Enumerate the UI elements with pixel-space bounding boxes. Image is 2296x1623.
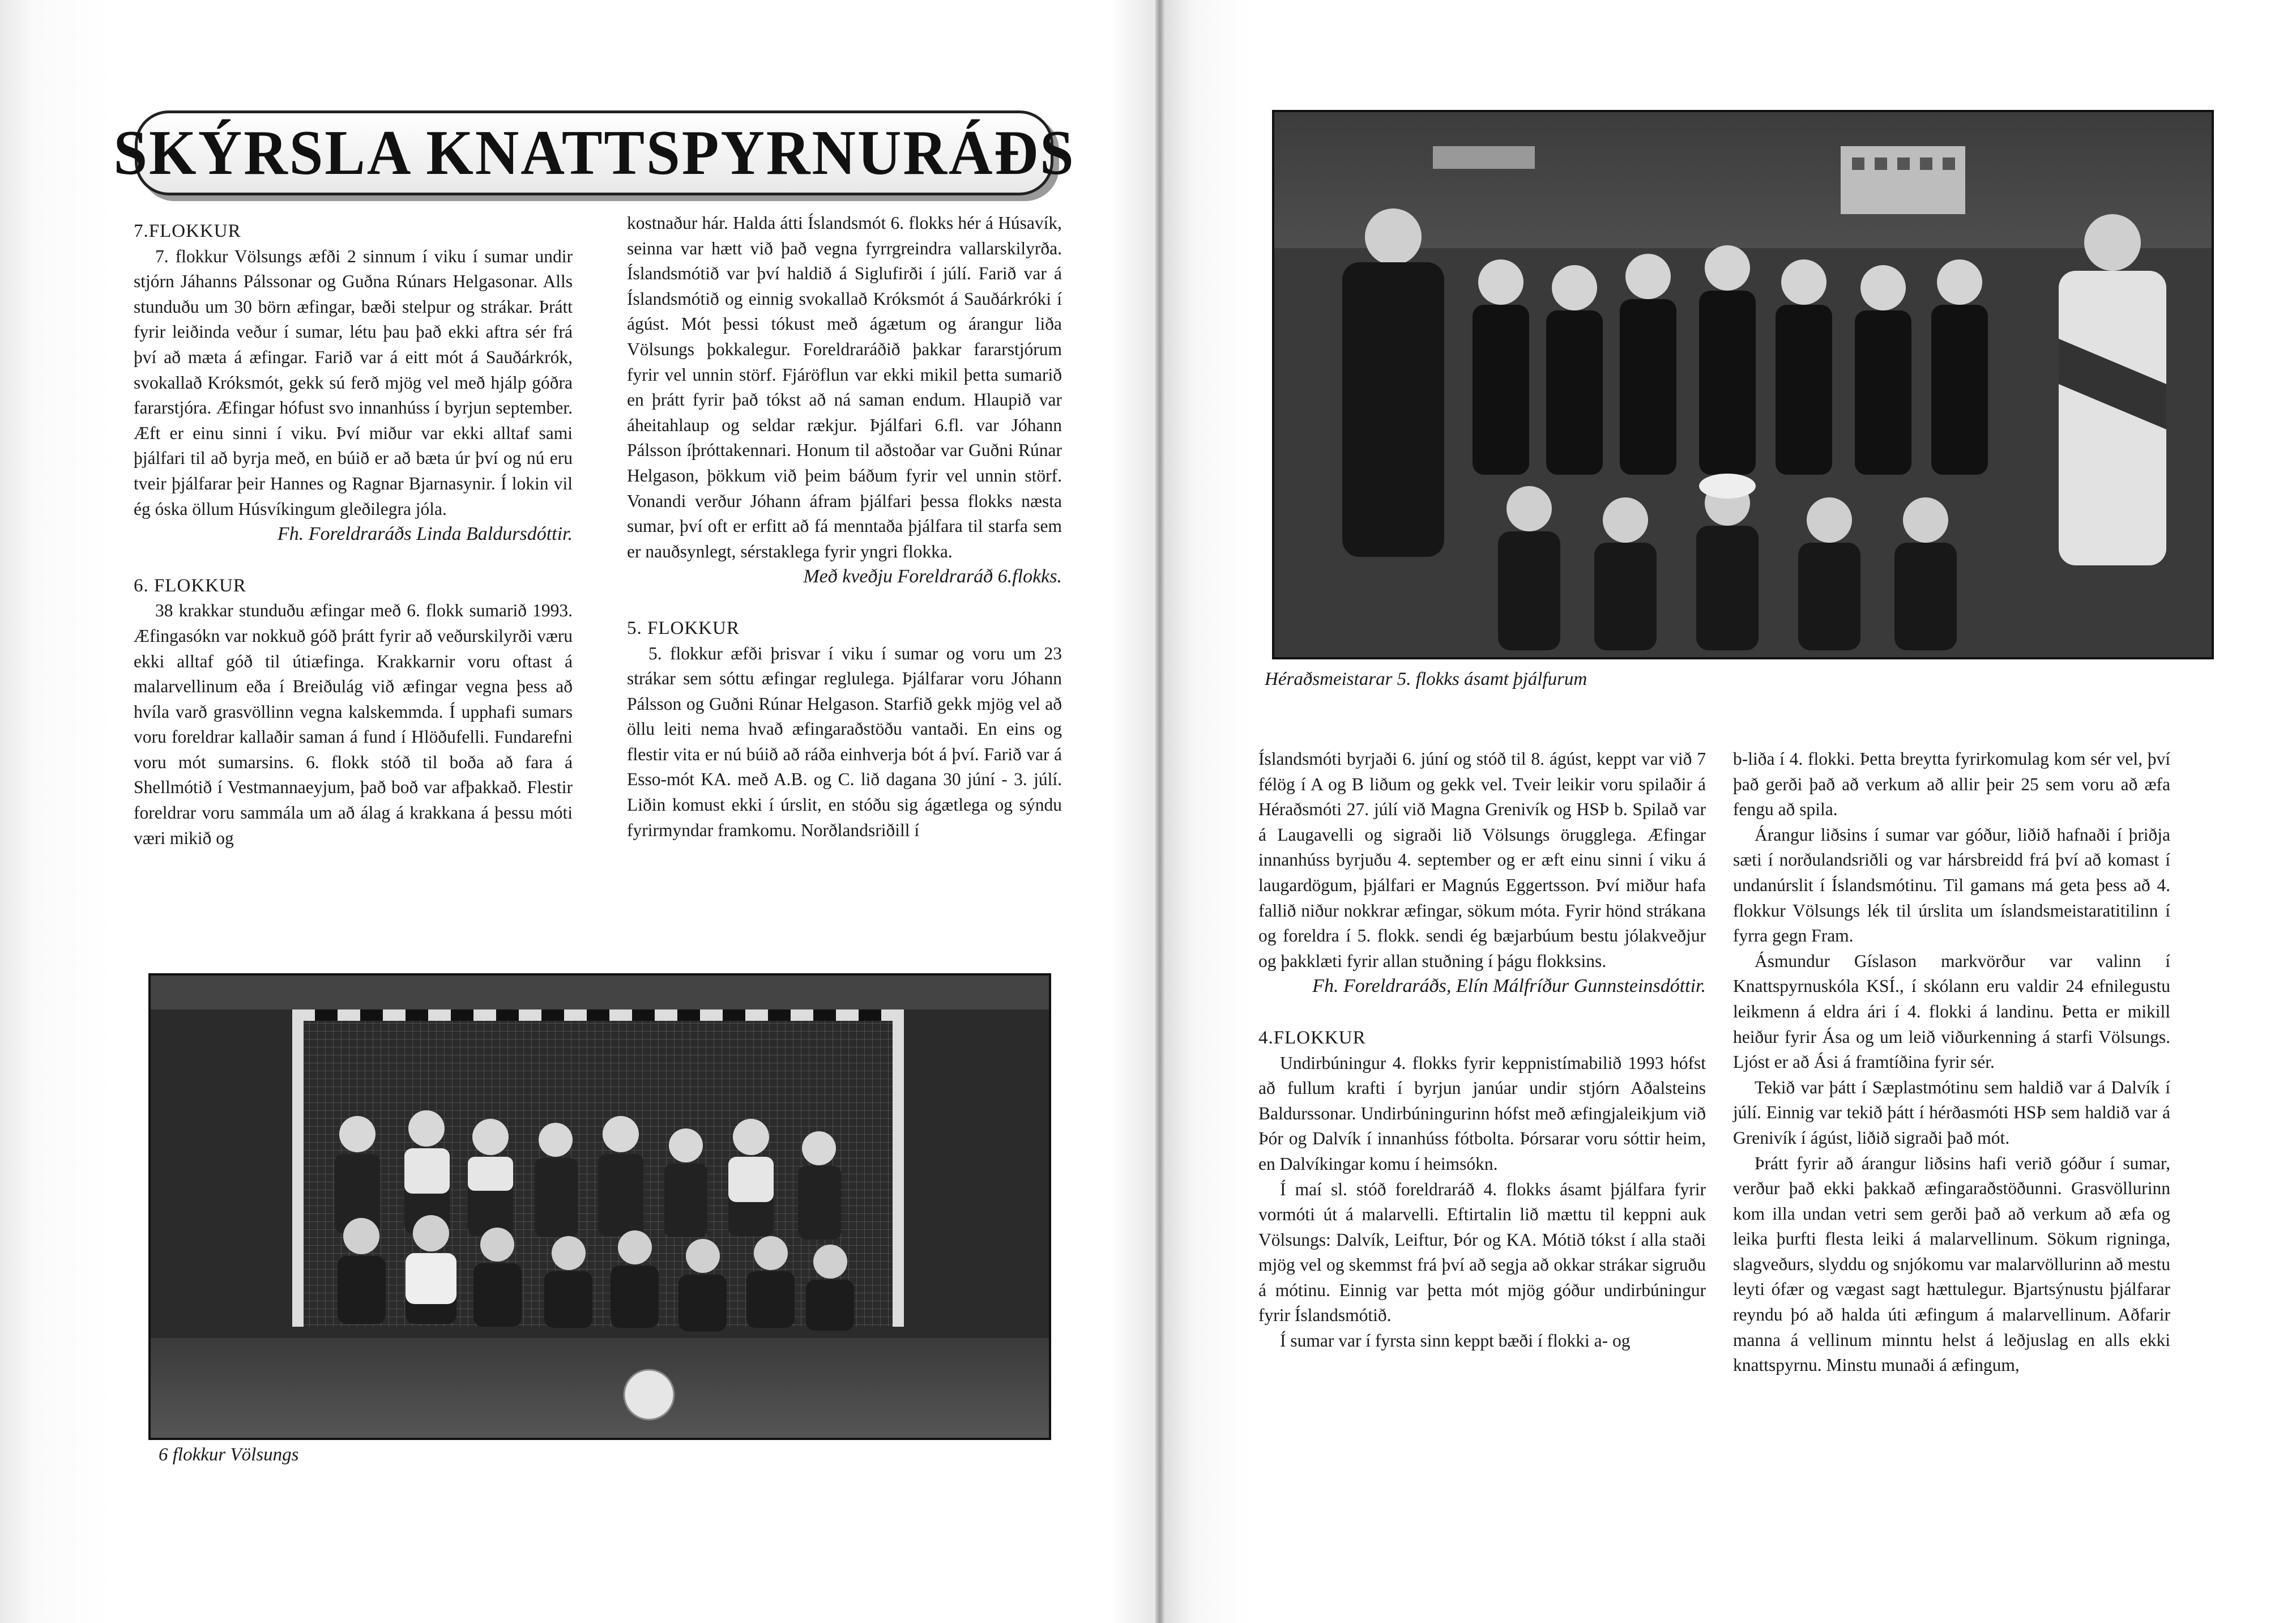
photo-illustration <box>151 975 1049 1438</box>
section-body-4g: Tekið var þátt í Sæplastmótinu sem haldið var á Dalvík í júlí. Einnig var tekið þátt í hérðasmóti HSÞ sem haldið var á Grenivík í ágúst, liðið sigraði það mót. <box>1733 1077 2170 1148</box>
page-title: SKÝRSLA KNATTSPYRNURÁÐS <box>113 117 1076 188</box>
section-heading-4: 4.FLOKKUR <box>1258 1027 1366 1048</box>
team-photo-5-flokkur <box>1272 110 2214 659</box>
book-gutter <box>1155 0 1164 1623</box>
section-body-7: 7. flokkur Völsungs æfði 2 sinnum í viku í sumar undir stjórn Jáhanns Pálssonar og Guðna Rúnars Helgasonar. Alls stunduðu um 30 börn æfingar, bæði stelpur og strákar. Þrátt fyrir leiðinda veður í sumar, létu þau það ekki aftra sér frá því að mæta á æfingar. Farið var á eitt mót á Sauðárkrók, svokallað Króksmót, gekk sú ferð mjög vel með hjálp góðra fararstjóra. Æfingar hófust svo innanhúss í byrjun september. Æft er einu sinni í viku. Því miður var ekki alltaf sami þjálfari til að byrja með, en búið er að bæta úr því og nú eru tveir þjálfarar þeir Hannes og Ragnar Bjarnasynir. Í lokin vil ég óska öllum Húsvíkingum gleðilegra jóla. <box>134 246 573 519</box>
title-banner <box>113 110 1076 195</box>
section-heading-7: 7.FLOKKUR <box>134 221 241 241</box>
section-body-4c: Í sumar var í fyrsta sinn keppt bæði í flokki a- og <box>1280 1331 1631 1351</box>
signature-7: Fh. Foreldraráðs Linda Baldursdóttir. <box>277 523 573 545</box>
left-column-2 <box>627 211 1062 843</box>
photo-illustration <box>1274 112 2212 657</box>
section-heading-6: 6. FLOKKUR <box>134 575 246 596</box>
section-body-6: 38 krakkar stunduðu æfingar með 6. flokk sumarið 1993. Æfingasókn var nokkuð góð þrátt fyrir að veðurskilyrði væru ekki alltaf góð til útiæfinga. Krakkarnir voru oftast á malarvellinum eða í Breiðulág við æfingar vegna þess að hvíla varð grasvöllinn vegna kalskemmda. Í upphafi sumars voru foreldrar kallaðir saman á fund í Hlöðufelli. Fundarefni voru mót sumarsins. 6. flokk stóð til boða að fara á Shellmótið í Vestmannaeyjum, það boð var afþakkað. Flestir foreldrar voru sammála um að álag á krakkana á þessu móti væri mikið og <box>134 600 573 848</box>
signature-5: Fh. Foreldraráðs, Elín Málfríður Gunnsteinsdóttir. <box>1312 975 1706 997</box>
section-body-5: 5. flokkur æfði þrisvar í viku í sumar og voru um 23 strákar sem sóttu æfingar reglulega. Þjálfarar voru Jóhann Pálsson og Guðni Rúnar Helgason. Starfið gekk mjög vel að öllu leiti nema hvað æfingaraðstöðu vantaði. En eins og flestir vita er nú búið að ráða einhverja bót á því. Farið var á Esso-mót KA. með A.B. og C. lið dagana 30 júní - 3. júlí. Liðin komust ekki í úrslit, en stóðu sig ágætlega og sýndu fyrirmyndar framkomu. Norðlandsriðill í <box>627 643 1062 840</box>
left-column-1 <box>134 219 573 851</box>
section-body-4b: Í maí sl. stóð foreldraráð 4. flokks ásamt þjálfara fyrir vormóti út á malarvelli. Eftirtalin lið mættu til keppni auk Völsungs: Dalvík, Leiftur, Þór og KA. Mótið tókst í alla staði mjög vel og skemmst frá því að segja að okkar strákar sigruðu á mótinu. Einnig var þetta mót mjög góður undirbúningur fyrir Íslandsmótið. <box>1258 1179 1706 1326</box>
section-body-6-cont: kostnaður hár. Halda átti Íslandsmót 6. flokks hér á Húsavík, seinna var hætt við það vegna fyrrgreindra vallarskilyrða. Íslandsmótið var því haldið á Siglufirði í júlí. Farið var á Íslandsmótið og einnig svokallað Króksmót á Sauðárkróki í ágúst. Mót þessi tókust með ágætum og árangur liða Völsungs þokkalegur. Foreldraráðið þakkar fararstjórum fyrir vel unnin störf. Fjáröflun var ekki mikil þetta sumarið en þrátt fyrir það tókst að ná saman endum. Hlaupið var áheitahlaup og seldar rækjur. Þjálfari 6.fl. var Jóhann Pálsson íþróttakennari. Honum til aðstoðar var Guðni Rúnar Helgason, þökkum við þeim báðum fyrir vel unnin störf. Vonandi verður Jóhann áfram þjálfari þessa flokks næsta sumar, því oft er erfitt að fá menntaða þjálfara til starfa sem er nauðsynlegt, sérstaklega fyrir yngri flokka. <box>627 213 1062 561</box>
section-body-4f: Ásmundur Gíslason markvörður var valinn í Knattspyrnuskóla KSÍ., í skólann eru valdir 24 efnilegustu leikmenn á eldra ári í 4. flokki á landinu. Þetta er mikill heiður fyrir Ása og um leið viðurkenning á starfi Völsungs. Ljóst er að Ási á framtíðina fyrir sér. <box>1733 951 2170 1072</box>
signature-6: Með kveðju Foreldraráð 6.flokks. <box>803 566 1062 587</box>
right-column-2 <box>1733 747 2170 1378</box>
section-body-4e: Árangur liðsins í sumar var góður, liðið hafnaði í þriðja sæti í norðulandsriðli og var hársbreidd frá því að komast í undanúrslit í Íslandsmótinu. Til gamans má geta þess að 4. flokkur Völsungs lék til úrslita um íslandsmeistaratitilinn í fyrra gegn Fram. <box>1733 824 2170 946</box>
section-body-5-cont: Íslandsmóti byrjaði 6. júní og stóð til 8. ágúst, keppt var við 7 félög í A og B liðum og gekk vel. Tveir leikir voru spilaðir á Héraðsmóti 27. júlí við Magna Grenivík og HSÞ b. Spilað var á Laugavelli og sigraði lið Völsungs örugglega. Æfingar innanhúss byrjuðu 4. september og er æft einu sinni í viku á laugardögum, þjálfari er Magnús Eggertsson. Því miður hafa fallið niður nokkrar æfingar, sökum móta. Fyrir hönd strákana og foreldra í 5. flokk. sendi ég bæjarbúum bestu jólakveðjur og þakklæti fyrir allan stuðning í þágu flokksins. <box>1258 749 1706 971</box>
section-body-4h: Þrátt fyrir að árangur liðsins hafi verið góður í sumar, verður það ekki þakkað æfingaraðstöðunni. Grasvöllurinn kom illa undan vetri sem gerði það að verkum að æfa og leika þurfti flesta leiki á malarvellinum. Sökum rigninga, slagveðurs, slyddu og snjókomu var malarvöllurinn að mestu leyti ófær og vægast sagt hættulegur. Bjartsýnustu þjálfarar reyndu þó að halda úti æfingum á malarvellinum. Aðfarir manna á vellinum minntu helst á leðjuslag en alls ekki knattspyrnu. Minstu munaði á æfingum, <box>1733 1153 2170 1375</box>
team-photo-6-flokkur <box>148 973 1051 1440</box>
right-photo-caption: Héraðsmeistarar 5. flokks ásamt þjálfurum <box>1265 669 1587 689</box>
section-body-4d: b-liða í 4. flokki. Þetta breytta fyrirkomulag kom sér vel, því það gerði það að verkum að allir þeir 25 sem voru að æfa fengu að spila. <box>1733 749 2170 820</box>
section-body-4a: Undirbúningur 4. flokks fyrir keppnistímabilið 1993 hófst að fullum krafti í byrjun janúar undir stjórn Aðalsteins Baldurssonar. Undirbúningurinn hófst með æfingjaleikjum við Þór og Dalvík í innanhúss fótbolta. Þórsarar voru sóttir heim, en Dalvíkingar komu í heimsókn. <box>1258 1053 1706 1174</box>
left-photo-caption: 6 flokkur Völsungs <box>159 1445 299 1465</box>
right-column-1 <box>1258 747 1706 1354</box>
section-heading-5: 5. FLOKKUR <box>627 617 740 638</box>
